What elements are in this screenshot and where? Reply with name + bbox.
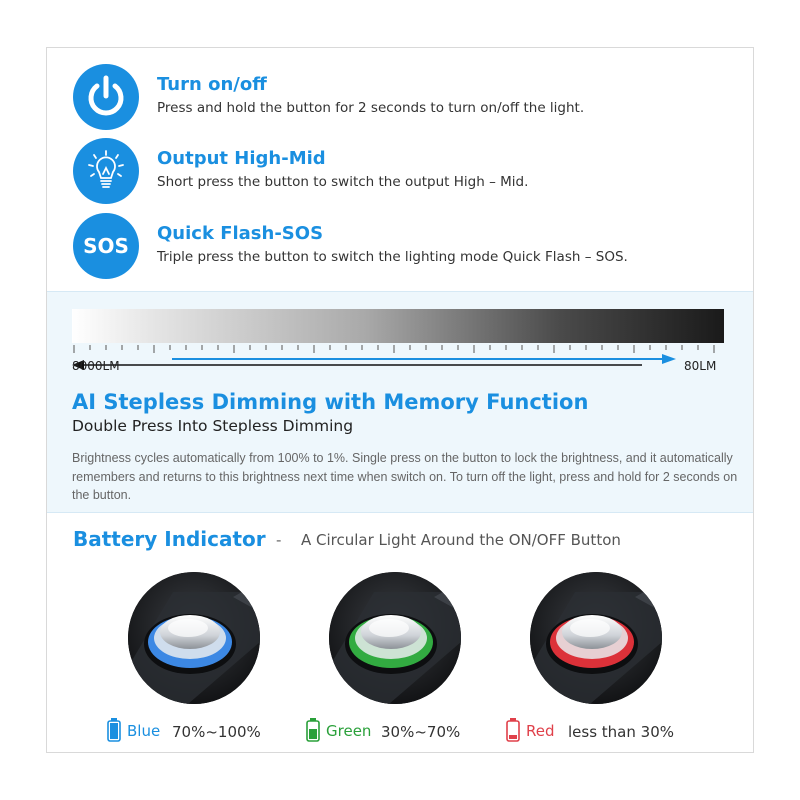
feature-description: Press and hold the button for 2 seconds to turn on/off the light.: [157, 100, 585, 116]
min-lumen-label: 80LM: [684, 359, 717, 373]
feature-title: Turn on/off: [157, 74, 267, 95]
legend-color-name: Red: [526, 722, 555, 740]
battery-low-icon: [506, 718, 520, 742]
max-lumen-label: 8000LM: [72, 359, 120, 373]
sos-icon: [73, 213, 139, 279]
legend-color-name: Green: [326, 722, 372, 740]
legend-range: less than 30%: [568, 723, 674, 741]
battery-full-icon: [107, 718, 121, 742]
brightness-scale: [72, 343, 724, 373]
legend-range: 30%~70%: [381, 723, 461, 741]
sos-icon-label: SOS: [83, 234, 129, 258]
battery-title: Battery Indicator: [73, 527, 266, 551]
knob-red: [530, 572, 662, 704]
knob-green: [329, 572, 461, 704]
battery-subtitle: A Circular Light Around the ON/OFF Button: [301, 531, 621, 549]
feature-turn-on-off: [73, 64, 713, 130]
arrow-right-icon: [662, 354, 676, 364]
battery-half-icon: [306, 718, 320, 742]
legend-color-name: Blue: [127, 722, 161, 740]
light-bulb-icon: [73, 138, 139, 204]
dimming-subtitle: Double Press Into Stepless Dimming: [72, 417, 354, 435]
dimming-title: AI Stepless Dimming with Memory Function: [72, 390, 589, 414]
power-icon: [73, 64, 139, 130]
legend-range: 70%~100%: [172, 723, 261, 741]
brightness-gradient-bar: [72, 309, 724, 343]
dimming-description: Brightness cycles automatically from 100% to 1%. Single press on the button to lock the brightness, and it automatically remembers and returns to this brightness next time when switch on. To turn off the light, press and hold for 2 seconds on the button.: [72, 451, 738, 502]
knob-blue: [128, 572, 260, 704]
feature-description: Short press the button to switch the output High – Mid.: [157, 174, 529, 190]
feature-output-high-mid: [73, 138, 713, 204]
feature-title: Quick Flash-SOS: [157, 223, 324, 244]
feature-description: Triple press the button to switch the lighting mode Quick Flash – SOS.: [157, 249, 628, 265]
feature-title: Output High-Mid: [157, 148, 326, 169]
feature-quick-flash-sos: [73, 213, 713, 279]
battery-separator: -: [276, 531, 282, 549]
